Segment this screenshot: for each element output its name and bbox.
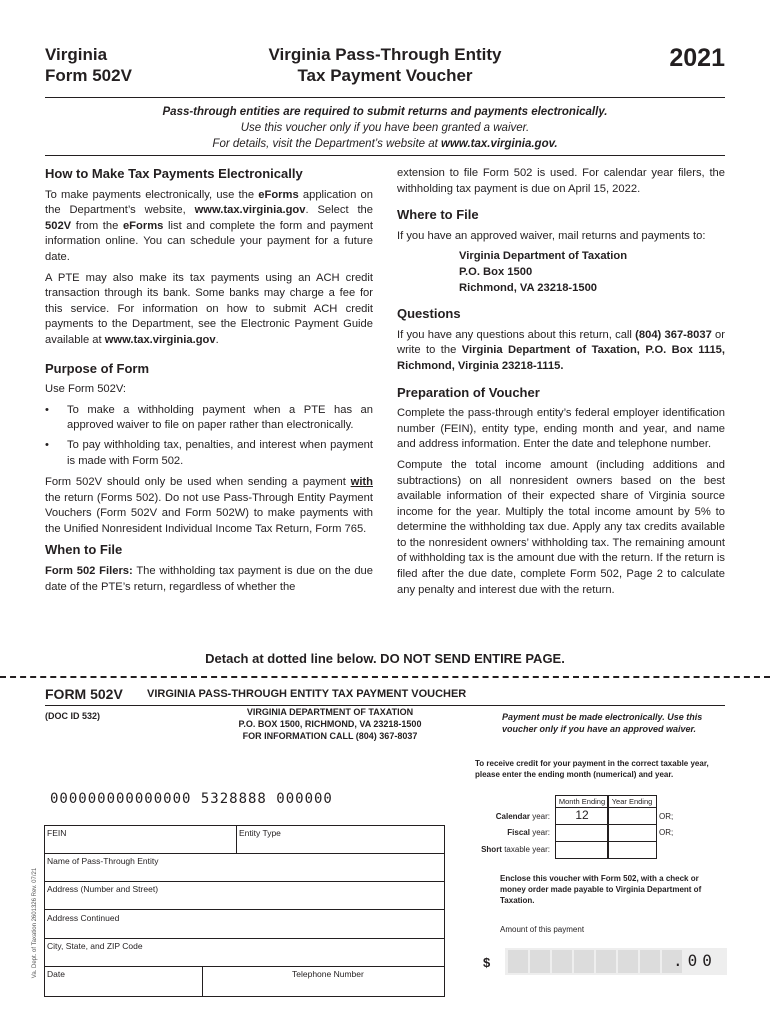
header-rule xyxy=(45,97,725,98)
calendar-month-field[interactable]: 12 xyxy=(555,807,609,825)
short-year-field[interactable] xyxy=(607,841,657,859)
address-field[interactable]: Address (Number and Street) xyxy=(47,884,159,894)
or-label-2: OR; xyxy=(659,828,674,837)
heading-purpose: Purpose of Form xyxy=(45,360,150,376)
purpose-intro: Use Form 502V: xyxy=(45,383,127,396)
credit-note: To receive credit for your payment in the correct taxable year, please enter the ending month (numerical) and year. xyxy=(475,759,709,779)
voucher-title: VIRGINIA PASS-THROUGH ENTITY TAX PAYMENT VOUCHER xyxy=(147,688,467,700)
detach-instruction: Detach at dotted line below. DO NOT SEND ENTIRE PAGE. xyxy=(205,651,565,666)
heading-where: Where to File xyxy=(397,207,479,223)
page-title xyxy=(230,44,540,86)
when-paragraph-cont: extension to file Form 502 is used. For calendar year filers, the withholding tax payment is due on April 15, 2022. xyxy=(397,167,725,195)
electronic-paragraph-2: A PTE may also make its tax payments using an ACH credit transaction through its bank. Some banks may charge a fee for this service. For information on how to submit ACH credit payments to the Department, see the Electronic Payment Guide available at www.tax.virginia.gov. xyxy=(45,271,373,346)
heading-preparation: Preparation of Voucher xyxy=(397,384,540,400)
row-divider xyxy=(44,853,445,854)
col-divider xyxy=(236,825,237,853)
doc-id: (DOC ID 532) xyxy=(45,711,101,721)
title-line-1: Virginia Pass-Through Entity xyxy=(268,45,502,64)
or-label-1: OR; xyxy=(659,812,674,821)
fiscal-month-field[interactable] xyxy=(555,824,609,842)
amount-digit-cell xyxy=(640,950,660,973)
heading-when: When to File xyxy=(45,542,123,558)
when-paragraph: Form 502 Filers: The withholding tax payment is due on the due date of the PTE’s return, regardless of whether the xyxy=(45,565,374,593)
amount-digit-cell xyxy=(530,950,550,973)
state-name: Virginia xyxy=(45,45,108,64)
calendar-year-field[interactable] xyxy=(607,807,657,825)
telephone-field[interactable]: Telephone Number xyxy=(292,969,364,979)
date-field[interactable]: Date xyxy=(47,969,65,979)
header-state-form xyxy=(45,44,132,86)
entity-name-field[interactable]: Name of Pass-Through Entity xyxy=(47,856,159,866)
heading-electronic: How to Make Tax Payments Electronically xyxy=(45,166,303,181)
where-paragraph: If you have an approved waiver, mail returns and payments to: xyxy=(397,229,706,242)
scan-line: 000000000000000 5328888 000000 xyxy=(50,791,333,807)
month-ending-header: Month Ending xyxy=(555,795,609,808)
notice-rule xyxy=(45,155,725,156)
list-item: • To make a withholding payment when a PTE has an approved waiver to file on paper rather than electronically. xyxy=(45,403,373,432)
notice-line-1: Pass-through entities are required to submit returns and payments electronically. xyxy=(162,106,608,118)
city-state-zip-field[interactable]: City, State, and ZIP Code xyxy=(47,941,143,951)
electronic-payment-note: Payment must be made electronically. Use this voucher only if you have an approved waiver. xyxy=(502,712,703,734)
fiscal-year-label: Fiscal year: xyxy=(507,828,550,837)
short-year-label: Short taxable year: xyxy=(481,845,550,854)
revision-note: Va. Dept. of Taxation 2601326 Rev. 07/21 xyxy=(32,867,38,979)
amount-field[interactable] xyxy=(505,948,727,975)
row-divider xyxy=(44,909,445,910)
amount-cents: .00 xyxy=(673,951,717,970)
preparation-paragraph-2: Compute the total income amount (including additions and subtractions) on all nonresident owners based on the best available information of their expected share of Virginia source income for the year. Multiply the total income amount by 5% to determine the withholding tax due. Apply any tax credits available to the nonresident owners’ withholding tax. The remaining amount of withholding tax is the amount due with the return. If the return is filed after the due date, complete Form 502, Page 2 to calculate any penalty and interest due with the return. xyxy=(397,458,725,596)
entity-info-box xyxy=(44,825,445,997)
calendar-year-label: Calendar year: xyxy=(495,812,550,821)
preparation-paragraph-1: Complete the pass-through entity’s federal employer identification number (FEIN), entity type, ending month and year, and name and address information. Enter the date and telephone number. xyxy=(397,407,725,451)
website-link[interactable]: www.tax.virginia.gov. xyxy=(441,138,558,150)
amount-digit-cell xyxy=(552,950,572,973)
row-divider xyxy=(44,938,445,939)
dollar-sign: $ xyxy=(483,955,491,970)
mailing-address: Virginia Department of Taxation P.O. Box 1500 Richmond, VA 23218-1500 xyxy=(459,250,628,294)
fiscal-year-field[interactable] xyxy=(607,824,657,842)
notice-line-3 xyxy=(45,136,725,152)
fein-field[interactable]: FEIN xyxy=(47,828,67,838)
address-continued-field[interactable]: Address Continued xyxy=(47,913,120,923)
electronic-paragraph-1: To make payments electronically, use the eForms application on the Department’s website, www.tax.virginia.gov. Select the 502V from the eForms list and complete the form and payment information online. You can schedule your payment for a future date. xyxy=(45,188,373,263)
amount-digit-cell xyxy=(508,950,528,973)
row-divider xyxy=(44,966,445,967)
left-column xyxy=(45,166,373,600)
entity-type-field[interactable]: Entity Type xyxy=(239,828,281,838)
amount-label: Amount of this payment xyxy=(500,925,585,934)
title-line-2: Tax Payment Voucher xyxy=(297,66,473,85)
purpose-paragraph: Form 502V should only be used when sending a payment with the return (Forms 502). Do not use Pass-Through Entity Payment Vouchers (Form 502V and Form 502W) to make payments with the Unified Nonresident Individual Income Tax Return, Form 765. xyxy=(45,476,373,535)
right-column xyxy=(397,166,725,603)
website-link[interactable]: www.tax.virginia.gov xyxy=(104,333,216,346)
department-info: VIRGINIA DEPARTMENT OF TAXATION P.O. BOX 1500, RICHMOND, VA 23218-1500 FOR INFORMATION CALL (804) 367-8037 xyxy=(238,707,422,741)
tax-year: 2021 xyxy=(669,44,725,72)
amount-digit-cell xyxy=(618,950,638,973)
notice-line-3-text: For details, visit the Department’s website at xyxy=(212,138,442,150)
list-item: • To pay withholding tax, penalties, and interest when payment is made with Form 502. xyxy=(45,438,373,467)
questions-paragraph: If you have any questions about this return, call (804) 367-8037 or write to the Virginia Department of Taxation, P.O. Box 1115, Richmond, Virginia 23218-1115. xyxy=(397,328,725,372)
row-divider xyxy=(44,881,445,882)
notice-line-2: Use this voucher only if you have been granted a waiver. xyxy=(240,122,530,134)
amount-digit-cell xyxy=(574,950,594,973)
year-ending-header: Year Ending xyxy=(607,795,657,808)
col-divider xyxy=(202,966,203,996)
short-month-field[interactable] xyxy=(555,841,609,859)
efile-notice xyxy=(45,104,725,152)
website-link[interactable]: www.tax.virginia.gov xyxy=(194,204,306,217)
heading-questions: Questions xyxy=(397,306,461,322)
dotted-cut-line xyxy=(0,676,770,678)
form-number: Form 502V xyxy=(45,66,132,85)
enclose-note: Enclose this voucher with Form 502, with a check or money order made payable to Virginia Department of Taxation. xyxy=(500,874,702,905)
voucher-form-number: FORM 502V xyxy=(45,686,123,702)
amount-digit-cell xyxy=(596,950,616,973)
